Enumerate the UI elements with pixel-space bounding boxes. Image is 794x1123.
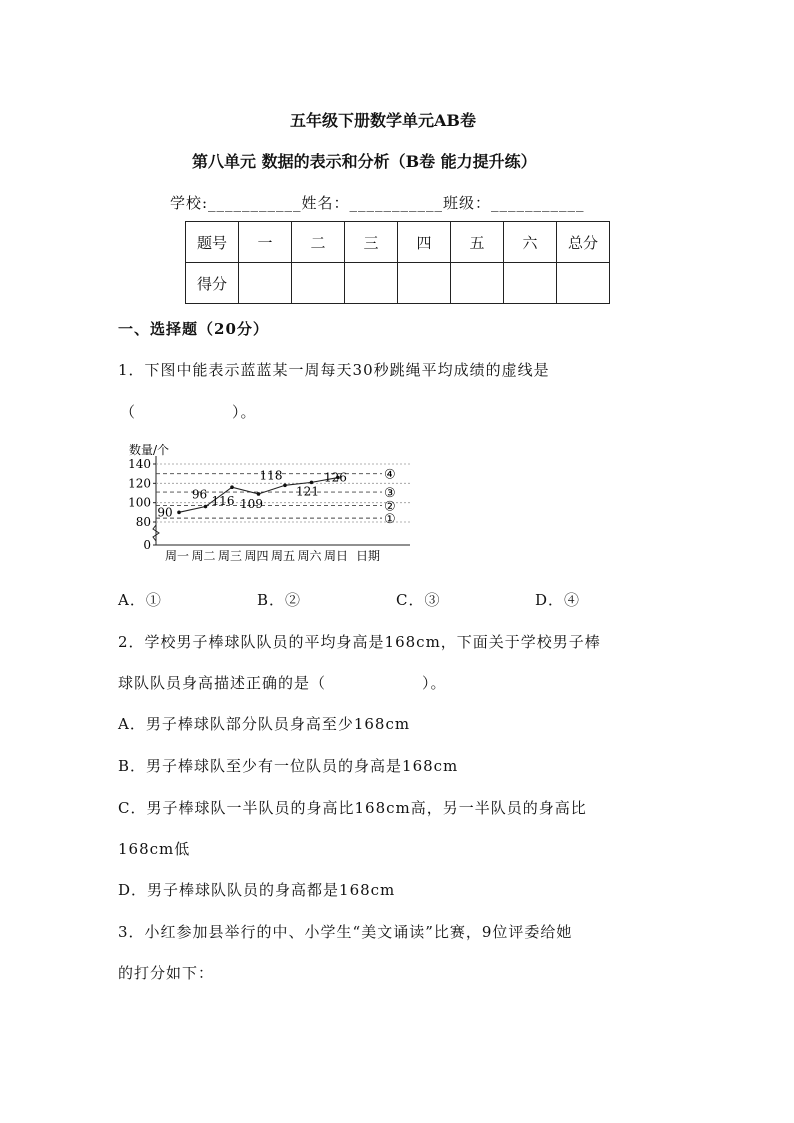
- data-label: 126: [324, 470, 347, 485]
- score-cell: 五: [451, 222, 504, 263]
- score-cell: 总分: [557, 222, 610, 263]
- section-heading: 一、选择题（20分）: [118, 320, 269, 338]
- data-label: 116: [211, 494, 235, 509]
- score-input-cell[interactable]: [239, 263, 292, 304]
- x-tick-label: 周六: [297, 549, 322, 563]
- question-2-text-line1: 2．学校男子棒球队队员的平均身高是168cm，下面关于学校男子棒: [118, 633, 601, 651]
- score-cell: 二: [292, 222, 345, 263]
- x-tick-label: 周四: [244, 549, 269, 563]
- data-point: [230, 485, 234, 489]
- data-label: 90: [157, 505, 173, 520]
- score-cell: 六: [504, 222, 557, 263]
- score-cell: 四: [398, 222, 451, 263]
- worksheet-subtitle: 第八单元 数据的表示和分析（B卷 能力提升练）: [192, 152, 537, 171]
- question-2-option-a[interactable]: A．男子棒球队部分队员身高至少168cm: [118, 715, 411, 733]
- score-input-cell[interactable]: [398, 263, 451, 304]
- chart-x-label: 日期: [355, 549, 381, 563]
- data-point: [283, 483, 287, 487]
- question-2-option-c-line1[interactable]: C．男子棒球队一半队员的身高比168cm高，另一半队员的身高比: [118, 799, 587, 817]
- reference-line-label: ③: [384, 486, 396, 502]
- data-point: [204, 505, 208, 509]
- data-label: 118: [259, 468, 283, 483]
- chart-y-label: 数量/个: [129, 443, 170, 457]
- reference-line-label: ④: [384, 467, 396, 483]
- student-info-line: 学校:___________姓名：___________班级：___________: [170, 194, 585, 212]
- data-point: [177, 511, 181, 515]
- score-input-cell[interactable]: [345, 263, 398, 304]
- data-point: [257, 492, 261, 496]
- question-1-option-d[interactable]: D．④: [535, 591, 581, 609]
- score-table-header-row: [186, 222, 610, 263]
- data-label: 121: [296, 484, 319, 499]
- score-cell: 题号: [186, 222, 239, 263]
- question-3-text-line2: 的打分如下：: [118, 964, 215, 982]
- y-tick-label: 120: [128, 476, 151, 491]
- y-tick-label: 140: [128, 457, 151, 471]
- data-label: 109: [240, 496, 263, 511]
- reference-line-label: ①: [384, 512, 396, 528]
- x-tick-label: 周一: [164, 549, 190, 563]
- score-input-cell[interactable]: [292, 263, 345, 304]
- question-1-option-c[interactable]: C．③: [396, 591, 441, 609]
- x-tick-label: 周二: [191, 549, 216, 563]
- score-input-cell[interactable]: [557, 263, 610, 304]
- line-chart: [115, 438, 435, 568]
- question-1-blank: （ ）。: [120, 403, 257, 421]
- y-tick-label: 0: [143, 538, 151, 552]
- score-cell: 三: [345, 222, 398, 263]
- question-2-option-d[interactable]: D．男子棒球队队员的身高都是168cm: [118, 881, 396, 899]
- y-tick-label: 100: [128, 495, 151, 510]
- question-3-text-line1: 3．小红参加县举行的中、小学生“美文诵读”比赛，9位评委给她: [118, 923, 573, 941]
- x-tick-label: 周日: [323, 549, 349, 563]
- score-input-cell[interactable]: [504, 263, 557, 304]
- reference-line-label: ②: [384, 499, 396, 515]
- x-tick-label: 周三: [217, 549, 243, 563]
- question-2-text-line2: 球队队员身高描述正确的是（ ）。: [118, 674, 447, 692]
- question-1-text: 1．下图中能表示蓝蓝某一周每天30秒跳绳平均成绩的虚线是: [118, 361, 550, 379]
- score-input-cell[interactable]: [451, 263, 504, 304]
- question-1-option-b[interactable]: B．②: [257, 591, 302, 609]
- score-table-score-row: [186, 263, 610, 304]
- y-tick-label: 80: [135, 515, 151, 529]
- score-cell: 得分: [186, 263, 239, 304]
- question-2-option-b[interactable]: B．男子棒球队至少有一位队员的身高是168cm: [118, 757, 459, 775]
- score-table: [185, 221, 610, 304]
- question-1-option-a[interactable]: A．①: [118, 591, 162, 609]
- x-tick-label: 周五: [270, 549, 296, 563]
- data-label: 96: [191, 487, 208, 502]
- worksheet-title: 五年级下册数学单元AB卷: [290, 111, 476, 130]
- score-cell: 一: [239, 222, 292, 263]
- question-2-option-c-line2[interactable]: 168cm低: [118, 840, 191, 858]
